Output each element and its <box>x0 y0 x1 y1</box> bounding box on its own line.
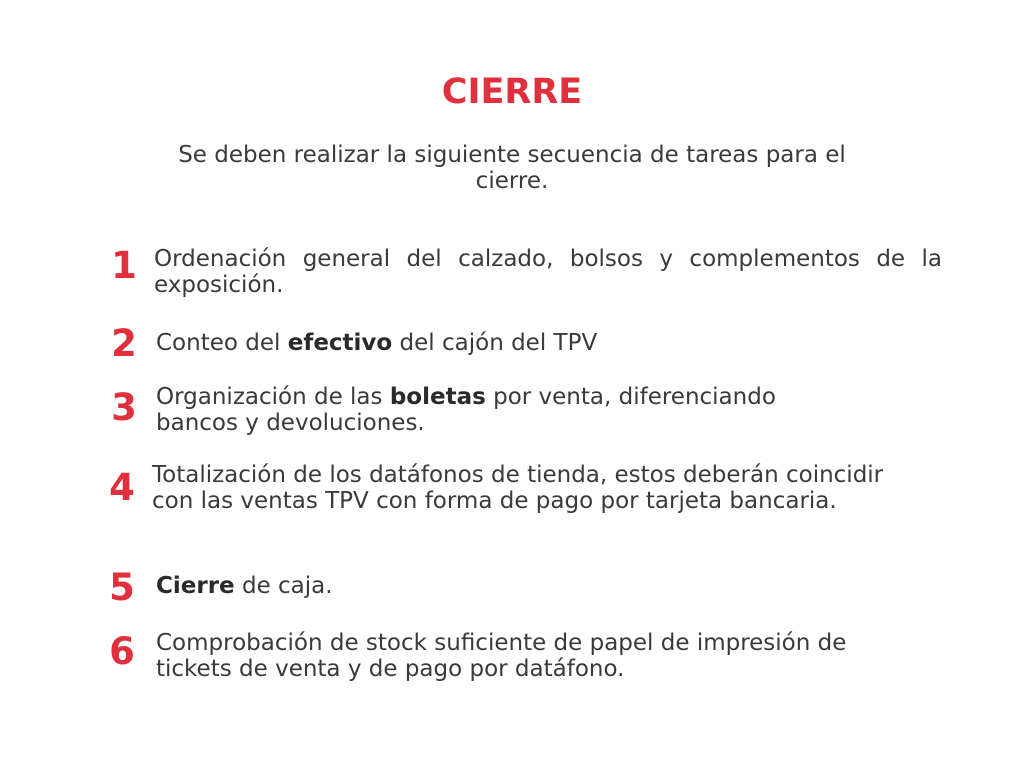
step-text <box>156 573 856 599</box>
step-text <box>156 384 856 436</box>
step-number: 1 <box>111 244 137 287</box>
step-number: 6 <box>109 630 135 673</box>
step-text <box>156 330 916 356</box>
page-title: CIERRE <box>441 72 583 112</box>
step-text-emphasis: Cierre <box>156 573 235 599</box>
step-text-run: Totalización de los datáfonos de tienda, estos deberán coincidir con las ventas TPV con forma de pago por tarjeta bancaria. <box>152 462 884 514</box>
step-number: 4 <box>109 466 135 509</box>
step-number: 3 <box>111 386 137 429</box>
step-text <box>156 630 876 682</box>
intro-text: Se deben realizar la siguiente secuencia de tareas para el cierre. <box>178 142 846 194</box>
step-text-run: Organización de las <box>156 384 390 410</box>
step-text-emphasis: boletas <box>389 384 486 410</box>
step-text-run: del cajón del TPV <box>392 330 598 356</box>
step-text-run: por venta, diferenciando bancos y devoluciones. <box>156 384 776 436</box>
step-text <box>152 462 922 514</box>
step-text-run: Ordenación general del calzado, bolsos y complementos de la exposición. <box>154 246 942 298</box>
step-text-run: de caja. <box>234 573 333 599</box>
step-number: 5 <box>109 566 135 609</box>
step-text-run: Conteo del <box>156 330 288 356</box>
step-number: 2 <box>111 322 137 365</box>
step-text <box>154 246 942 298</box>
step-text-emphasis: efectivo <box>287 330 393 356</box>
step-text-run: Comprobación de stock suficiente de papel de impresión de tickets de venta y de pago por datáfono. <box>156 630 847 682</box>
